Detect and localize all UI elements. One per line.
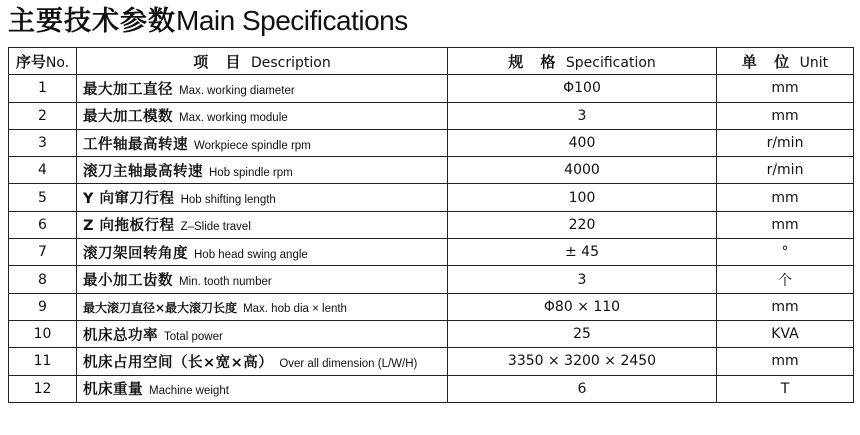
row-unit: T — [717, 375, 854, 402]
row-unit: KVA — [717, 320, 854, 347]
row-specification: 6 — [448, 375, 717, 402]
table-row — [9, 211, 854, 238]
table-row — [9, 266, 854, 293]
row-description: 滚刀主轴最高转速 Hob spindle rpm — [77, 157, 448, 184]
row-number: 7 — [9, 239, 77, 266]
row-unit: 个 — [717, 266, 854, 293]
header-unit: 单 位 Unit — [717, 48, 854, 75]
row-unit: mm — [717, 75, 854, 102]
row-specification: 100 — [448, 184, 717, 211]
table-row — [9, 184, 854, 211]
table-header-row — [9, 48, 854, 75]
title-en: Main Specifications — [176, 5, 408, 36]
header-specification: 规 格 Specification — [448, 48, 717, 75]
table-row — [9, 129, 854, 156]
row-unit: mm — [717, 184, 854, 211]
row-number: 11 — [9, 348, 77, 375]
row-number: 12 — [9, 375, 77, 402]
table-row — [9, 157, 854, 184]
row-unit: r/min — [717, 129, 854, 156]
row-unit: mm — [717, 211, 854, 238]
row-description: 机床重量 Machine weight — [77, 375, 448, 402]
header-description: 项 目 Description — [77, 48, 448, 75]
row-description: 滚刀架回转角度 Hob head swing angle — [77, 239, 448, 266]
row-description: 最大加工直径 Max. working diameter — [77, 75, 448, 102]
row-number: 9 — [9, 293, 77, 320]
row-number: 6 — [9, 211, 77, 238]
row-number: 2 — [9, 102, 77, 129]
header-no: 序号No. — [9, 48, 77, 75]
row-specification: 3 — [448, 102, 717, 129]
row-unit: mm — [717, 293, 854, 320]
row-description: 最大加工模数 Max. working module — [77, 102, 448, 129]
row-description: 机床总功率 Total power — [77, 320, 448, 347]
row-specification: 3 — [448, 266, 717, 293]
row-description: 工件轴最高转速 Workpiece spindle rpm — [77, 129, 448, 156]
page-title — [8, 3, 408, 39]
row-specification: 400 — [448, 129, 717, 156]
row-unit: r/min — [717, 157, 854, 184]
row-unit: mm — [717, 348, 854, 375]
row-specification: 4000 — [448, 157, 717, 184]
table-row — [9, 239, 854, 266]
row-number: 5 — [9, 184, 77, 211]
row-specification: Φ80 × 110 — [448, 293, 717, 320]
title-zh: 主要技术参数 — [8, 6, 176, 37]
row-description: 机床占用空间（长×宽×高） Over all dimension (L/W/H) — [77, 348, 448, 375]
row-unit: ° — [717, 239, 854, 266]
table-row — [9, 102, 854, 129]
row-description: Z 向拖板行程 Z–Slide travel — [77, 211, 448, 238]
table-row — [9, 375, 854, 402]
table-row — [9, 320, 854, 347]
row-number: 4 — [9, 157, 77, 184]
row-specification: 25 — [448, 320, 717, 347]
row-specification: 3350 × 3200 × 2450 — [448, 348, 717, 375]
row-number: 1 — [9, 75, 77, 102]
row-specification: 220 — [448, 211, 717, 238]
row-specification: ± 45 — [448, 239, 717, 266]
row-description: Y 向窜刀行程 Hob shifting length — [77, 184, 448, 211]
table-row — [9, 75, 854, 102]
row-number: 10 — [9, 320, 77, 347]
row-number: 3 — [9, 129, 77, 156]
row-number: 8 — [9, 266, 77, 293]
specifications-table — [8, 47, 854, 403]
table-row — [9, 348, 854, 375]
row-unit: mm — [717, 102, 854, 129]
row-specification: Φ100 — [448, 75, 717, 102]
row-description: 最大滚刀直径×最大滚刀长度 Max. hob dia × lenth — [77, 293, 448, 320]
table-row — [9, 293, 854, 320]
row-description: 最小加工齿数 Min. tooth number — [77, 266, 448, 293]
